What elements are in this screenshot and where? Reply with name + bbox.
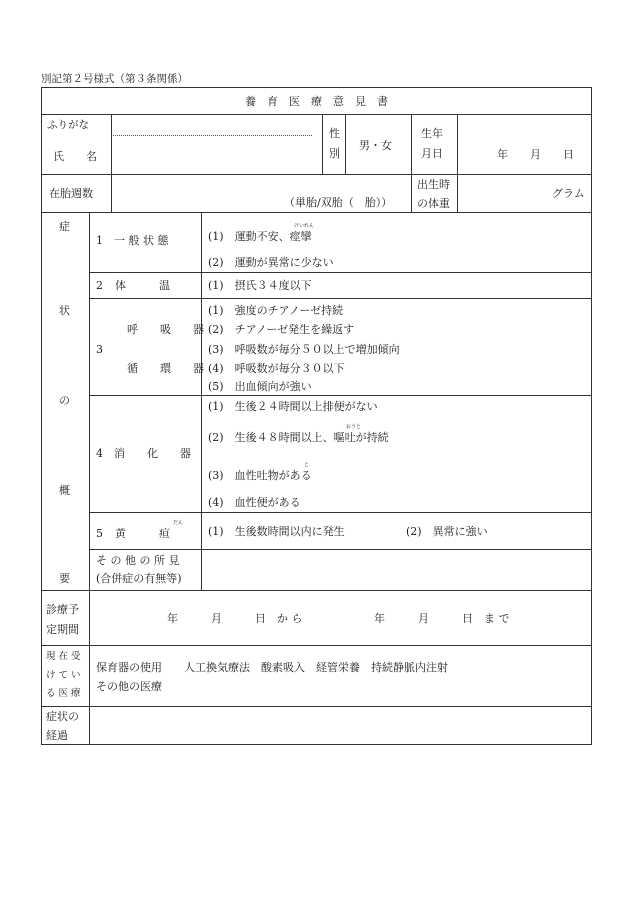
section-label-general: 1 一 般 状 態 — [96, 234, 169, 247]
rule — [41, 174, 592, 175]
period-to: 年 月 日 ま で — [374, 612, 510, 625]
symptoms-side-label: の — [59, 394, 70, 407]
rule — [89, 212, 90, 745]
symptom-item: (4) 血性便がある — [208, 496, 301, 509]
section-label-digestive: 4 消 化 器 — [96, 447, 191, 460]
birth-label: 生年 — [421, 127, 443, 140]
progress-label: 経過 — [46, 729, 68, 742]
rule — [89, 272, 592, 273]
current-treatment-label: る 医 療 — [46, 688, 81, 699]
symptom-item: (3) 呼吸数が毎分５０以上で増加傾向 — [208, 343, 400, 356]
ruby-text: おうと — [346, 424, 362, 430]
rule — [41, 706, 592, 707]
section-label-circulatory: 循 環 器 — [127, 362, 204, 375]
furigana-dotted-rule — [111, 135, 312, 136]
gestation-weeks-label: 在胎週数 — [49, 187, 93, 200]
birth-weight-label: の体重 — [417, 197, 450, 210]
rule — [457, 114, 458, 212]
section-label-jaundice-num: 5 — [96, 527, 103, 540]
birth-label: 月日 — [421, 147, 443, 160]
current-treatment-label: け て い — [46, 670, 81, 681]
rule — [89, 298, 592, 299]
treatment-period-label: 定期間 — [46, 623, 79, 636]
form-frame — [41, 87, 592, 745]
sex-label: 別 — [329, 147, 340, 160]
name-label: 氏 名 — [53, 150, 97, 163]
progress-label: 症状の — [46, 710, 79, 723]
rule — [89, 512, 592, 513]
other-treatment: その他の医療 — [96, 680, 162, 693]
section-label-temperature-num: 2 — [96, 279, 103, 292]
twin-value: （単胎/双胎（ 胎）） — [284, 196, 393, 209]
section-label-jaundice: 黄 疸 — [115, 527, 170, 540]
birth-weight-unit: グラム — [552, 187, 585, 200]
symptom-item: (1) 摂氏３４度以下 — [208, 279, 312, 292]
symptoms-side-label: 概 — [59, 484, 70, 497]
opinion-form — [41, 87, 592, 745]
rule — [41, 114, 592, 115]
rule — [111, 114, 112, 212]
section-label-resp-num: 3 — [96, 343, 103, 356]
symptoms-side-label: 症 — [59, 220, 70, 233]
symptoms-side-label: 状 — [59, 304, 70, 317]
sex-label: 性 — [329, 127, 340, 140]
rule — [322, 114, 323, 174]
section-label-temperature: 体 温 — [115, 279, 170, 292]
period-from: 年 月 日 か ら — [167, 612, 303, 625]
ruby-text: と — [304, 462, 310, 468]
current-treatment-label: 現 在 受 — [46, 651, 81, 662]
form-title: 養 育 医 療 意 見 書 — [245, 95, 388, 108]
symptom-item: (4) 呼吸数が毎分３０以下 — [208, 362, 345, 375]
section-label-respiratory: 呼 吸 器 — [127, 323, 204, 336]
rule — [89, 549, 592, 550]
symptom-item: (2) 運動が異常に少ない — [208, 256, 334, 269]
sex-value: 男・女 — [359, 139, 392, 152]
furigana-label: ふりがな — [47, 119, 89, 131]
section-label-complications: (合併症の有無等) — [96, 572, 182, 585]
ruby-text: だん — [173, 520, 184, 526]
treatment-period-label: 診療予 — [46, 603, 79, 616]
form-caption: 別記第２号様式（第３条関係） — [41, 73, 188, 85]
rule — [201, 212, 202, 590]
symptom-item: (1) 生後数時間以内に発生 — [208, 525, 345, 538]
rule — [41, 212, 592, 213]
symptom-item: (3) 血性吐物がある — [208, 469, 312, 482]
symptom-item: (5) 出血傾向が強い — [208, 380, 312, 393]
symptom-item: (1) 運動不安、痙攣 — [208, 230, 312, 243]
symptom-item: (1) 生後２４時間以上排便がない — [208, 400, 378, 413]
symptom-item: (2) 異常に強い — [406, 525, 488, 538]
birth-weight-label: 出生時 — [417, 178, 450, 191]
rule — [41, 645, 592, 646]
treatment-options: 保育器の使用 人工換気療法 酸素吸入 経管栄養 持続静脈内注射 — [96, 661, 448, 674]
ruby-text: けいれん — [294, 223, 315, 229]
birth-date-value: 年 月 日 — [497, 148, 574, 161]
section-label-other-findings: そ の 他 の 所 見 — [96, 554, 180, 567]
symptom-item: (1) 強度のチアノーゼ持続 — [208, 304, 344, 317]
symptoms-side-label: 要 — [59, 572, 70, 585]
rule — [41, 590, 592, 591]
symptom-item: (2) チアノーゼ発生を繰返す — [208, 323, 355, 336]
symptom-item: (2) 生後４８時間以上、嘔吐が持続 — [208, 431, 389, 444]
rule — [89, 395, 592, 396]
rule — [411, 114, 412, 212]
rule — [345, 114, 346, 174]
